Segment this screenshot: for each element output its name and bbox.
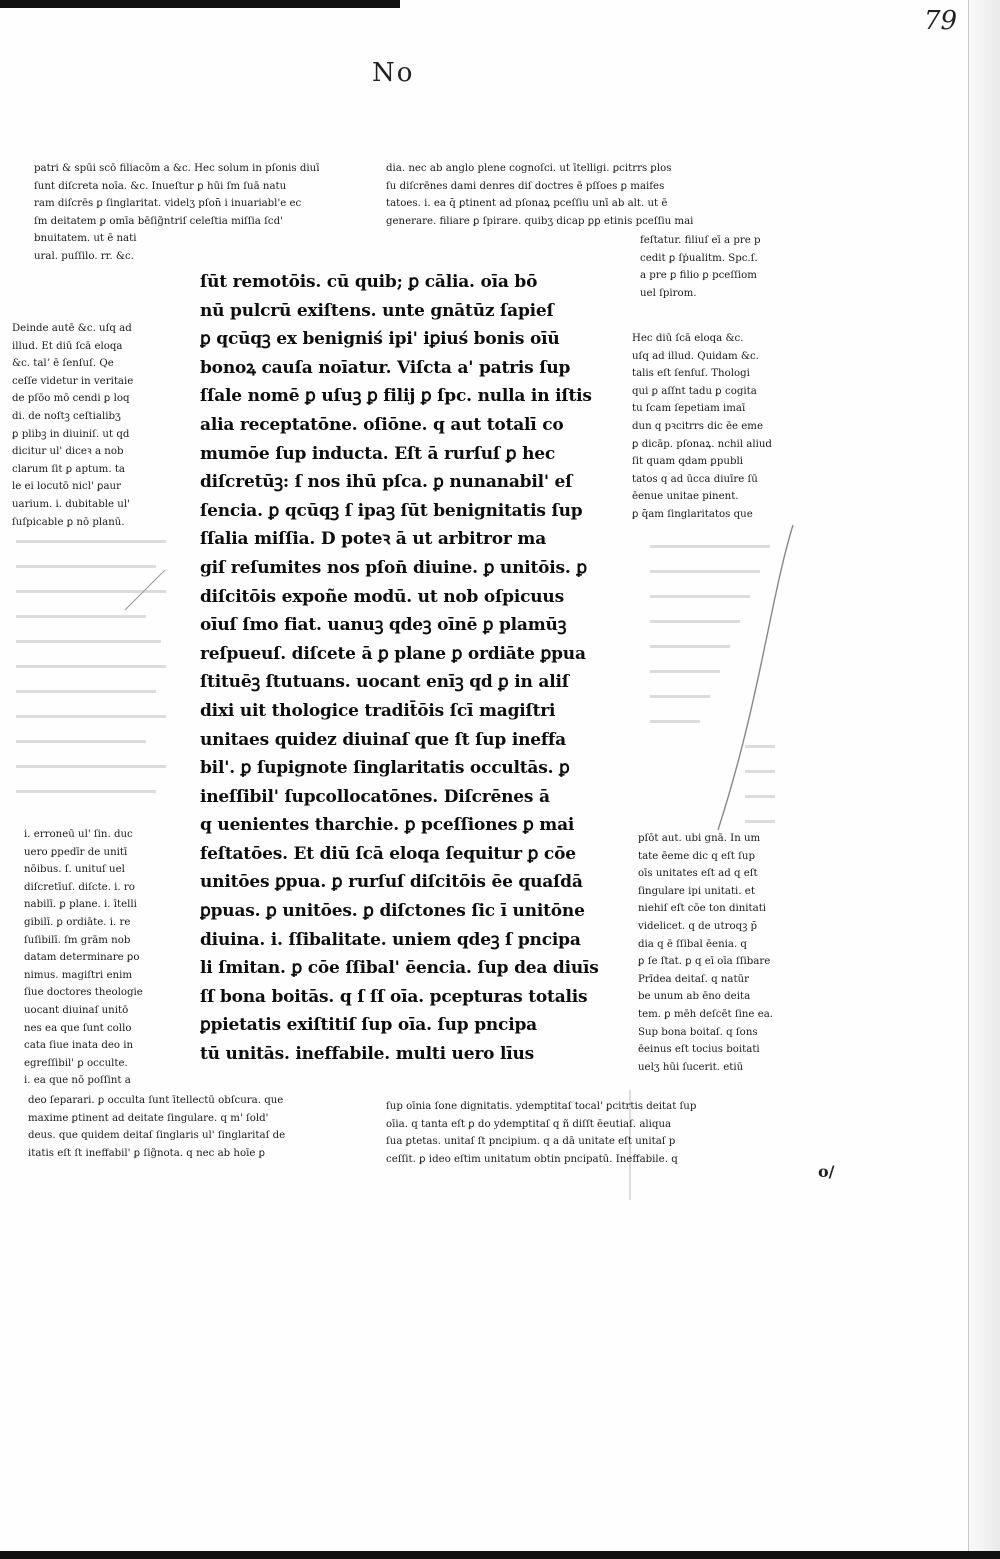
gloss-line: videlicet. q de utroqꝫ p̄ (638, 920, 758, 932)
gloss-line: pſōt aut. ubi gnā. In um (638, 833, 761, 844)
gloss-line: le ei locutō nicl' ꝑaur (12, 481, 121, 493)
gloss-line: ēeinus eſt tocius boitati (638, 1044, 760, 1056)
gloss-line: dia q ē ſſibal ēenia. q (638, 938, 747, 950)
gloss-line: dicitur ul' diceꝛ a nob (12, 446, 124, 458)
gloss-line: ceſſe videtur in veritaie (12, 375, 134, 387)
gloss-line: talis eſt ſenſuſ. Thologi (632, 368, 750, 380)
main-text-line: ſſalia miſſia. D poteꝛ ā ut arbitror ma (200, 529, 547, 550)
gloss-line: a pre ꝑ filio ꝑ pceſſiom (640, 270, 757, 282)
main-text-line: nū pulcrū exiſtens. unte gnātūz ſapieſ (200, 300, 554, 321)
gloss-line: gibilī. ꝑ ordiāte. i. re (24, 916, 131, 928)
main-text-line: tū unitās. ineffabile. multi uero līus (200, 1044, 534, 1065)
main-text-line: ſūt remotōis. cū quib; ꝑ cālia. oīa bō (200, 272, 538, 292)
gloss-line: cedit ꝑ ſṗualitm. Spc.ſ. (640, 252, 758, 264)
gloss-line: Sup bona boitaſ. q ſons (638, 1026, 758, 1038)
gloss-line: egreſſibil' ꝑ occulte. (24, 1057, 128, 1069)
gloss-line: ram diſcrēs ꝑ ſinglaritat. videlʒ pſon̄ i inuariabl'e ec (34, 198, 302, 210)
main-text-line: giſ reſumites nos pſon̄ diuine. ꝑ unitōis. ꝑ (200, 557, 587, 578)
gloss-line: maxime ꝑtinent ad deitate ſingulare. q m' ſold' (28, 1112, 269, 1124)
main-text-line: bonoꝝ cauſa noīatur. Viſcta a' patris ſup (200, 357, 571, 378)
main-text-line: ineſſibil' ſupcollocatōnes. Diſcrēnes ā (200, 786, 550, 807)
gloss-line: de pſōo mō cendi ꝑ loq (12, 393, 130, 405)
gloss-line: cata ſiue inata deo in (24, 1040, 134, 1052)
gloss-line: ſu diſcrēnes dami denres diſ doctres ē pſſoes ꝑ maifes (386, 180, 665, 192)
gloss-line: uocant diuinaſ unitō (24, 1004, 129, 1016)
gloss-line: patri & spūi scō filiacōm a &c. Hec solum in pſonis diuī (34, 163, 320, 174)
gloss-line: ꝑ q̄am ſinglaritatos que (632, 508, 753, 520)
gloss-line: illud. Et diū ſcā eloqa (12, 340, 123, 352)
gloss-line: ēenue unitae pinent. (632, 491, 739, 503)
main-text-line: q uenientes tharchie. ꝑ pceſſiones ꝑ mai (200, 815, 575, 836)
gloss-line: deo ſeparari. ꝑ occulta ſunt ītellectū obſcura. que (28, 1095, 284, 1106)
gloss-line: ſunt diſcreta noīa. &c. Inueſtur ꝑ hūi ſm ſuā natu (34, 180, 287, 192)
gloss-line: ꝑ plibꝫ in diuiniſ. ut qd (12, 428, 130, 440)
gloss-line: oīia. q tanta eſt ꝑ do ydemptitaſ q ñ diſſt ēeutiaſ. aliqua (386, 1118, 672, 1130)
main-text-line: oīuſ ſmo fiat. uanuꝫ qdeꝫ oīnē ꝑ plamūꝫ (200, 615, 567, 636)
gloss-line: Deinde autē &c. uſq ad (12, 323, 132, 334)
gloss-line: Hec diū ſcā eloqa &c. (632, 333, 744, 344)
main-text-line: ſencia. ꝑ qcūqꝫ ſ ipaꝫ ſūt benignitatis ſup (200, 500, 583, 521)
folio-number: 79 (924, 6, 958, 36)
main-text-line: unitōes ꝑpua. ꝑ rurſuſ diſcitōis ēe quaſdā (200, 872, 583, 893)
main-text-line: ſſale nomē ꝑ uſuꝫ ꝑ filij ꝑ ſpc. nulla in iſtis (200, 386, 592, 407)
gloss-line: itatis eſt ſt ineffabil' ꝑ ſig̃nota. q nec ab hoīe ꝑ (28, 1147, 266, 1159)
main-text-line: diſcitōis expoñe modū. ut nob oſpicuus (200, 586, 564, 607)
gloss-line: ꝑ ſe ſtat. ꝑ q eī oīa ſſibare (638, 956, 771, 968)
main-text-line: dixi uit thologice tradit̄ōis ſcī magiſtri (200, 700, 556, 721)
gloss-line: datam determinare ꝑo (24, 952, 140, 964)
gloss-line: ſuſpicable ꝑ nō planū. (12, 516, 125, 528)
main-text-line: feſtatōes. Et diū ſcā eloqa ſequitur ꝑ cōe (200, 843, 576, 864)
gloss-line: dun q pꝛcitrrs dic ēe eme (632, 420, 763, 432)
gloss-line: i. ea que nō poſſint a (24, 1075, 131, 1087)
gloss-line: oīs unitates eſt ad q eſt (638, 868, 758, 880)
gloss-line: nōibus. ſ. unituſ uel (24, 864, 125, 876)
gloss-line: ſuſibilī. ſm grām nob (24, 934, 131, 946)
gloss-line: &c. talʼ ē ſenſuſ. Qe (12, 358, 114, 370)
gloss-line: tatos q ad ūcca diuīre ſū (632, 473, 758, 485)
gloss-line: be unum ab ēno deita (638, 991, 751, 1003)
gloss-line: ſit quam qdam ꝑpubli (632, 456, 744, 468)
gloss-line: uel ſpirom. (640, 287, 697, 299)
main-text-line: ꝑpietatis exiſtitiſ ſup oīa. ſup pncipa (200, 1015, 537, 1036)
gloss-line: Prīdea deitaſ. q natūr (638, 973, 749, 985)
gloss-line: ceſſit. ꝑ ideo eſtim unitatum obtin pncipatū. Ineffabile. q (386, 1153, 678, 1165)
gloss-line: generare. filiare ꝑ ſpirare. quibʒ dicap ꝑꝑ etinis pceſſiu mai (386, 215, 694, 227)
main-text-line: ſtituēꝫ ſtutuans. uocant enīꝫ qd ꝑ in aliſ (200, 672, 569, 693)
gloss-line: tu ſcam ſepetiam imaī (632, 403, 746, 415)
gloss-line: ſiue doctores theologie (24, 987, 143, 999)
main-text-line: unitaes quidez diuinaſ que ſt ſup ineffa (200, 729, 566, 750)
gloss-line: nimus. magiſtri enim (24, 969, 132, 981)
gloss-line: i. erroneū ul' ſin. duc (24, 829, 133, 840)
main-text-block (200, 268, 610, 1069)
gloss-line: dia. nec ab anglo plene cognoſci. ut ītelligi. ꝑcitrrs ꝑlos (386, 163, 672, 174)
main-text-line: alia receptatōne. oſiōne. q aut totalī co (200, 414, 564, 435)
gloss-bottom-right (386, 1098, 696, 1168)
gloss-bottom-left (28, 1092, 285, 1162)
main-text-line: mumōe ſup inducta. Eſt ā rurſuſ ꝑ hec (200, 443, 555, 464)
main-text-line: diuina. i. ſſibalitate. uniem qdeꝫ ſ pncipa (200, 929, 581, 950)
gloss-line: diſcretīuſ. diſcte. i. ro (24, 881, 135, 893)
main-text-line: li ſmitan. ꝑ cōe ſſibal' ēencia. ſup dea diuīs (200, 958, 599, 979)
main-text-line: bil'. ꝑ ſupignote ſinglaritatis occultās. ꝑ (200, 758, 570, 779)
gloss-line: qui ꝑ aſſnt tadu ꝑ cogita (632, 385, 757, 397)
gloss-line: ſingulare ipi unitati. et (638, 885, 755, 897)
gloss-line: bnuitatem. ut ē nati (34, 233, 137, 245)
gloss-line: feſtatur. filiuſ eī a pre p (640, 235, 761, 246)
gloss-line: clarum ſit ꝑ aptum. ta (12, 463, 125, 475)
main-text-line: ſſ bona boitās. q ſ ſſ oīa. pcepturas totalis (200, 986, 588, 1007)
gloss-line: tatoes. i. ea q̄ ꝑtinent ad pſonaꝝ pceſſiu unī ab alt. ut ē (386, 198, 668, 210)
gloss-line: uarium. i. dubitable ul' (12, 498, 130, 510)
gloss-left-lower (24, 826, 143, 1090)
gloss-line: tem. ꝑ mēh deſcēt ſine ea. (638, 1008, 774, 1020)
gloss-line: nabilī. ꝑ plane. i. ītelli (24, 899, 137, 911)
gloss-line: ꝑ dicāp. pſonaꝝ. nchil aliud (632, 438, 772, 450)
gloss-line: di. de noſtꝫ ceſtialibʒ (12, 410, 121, 422)
gloss-line: ſup oīnia ſone dignitatis. ydemptitaſ tocal' ꝑcitrtis deitat ſup (386, 1101, 697, 1112)
gloss-line: ſua ꝑtetas. unitaſ ſt pncipium. q a dā unitate eſt unitaſ p (386, 1136, 676, 1148)
main-text-line: reſpueuſ. diſcete ā ꝑ plane ꝑ ordiāte ꝑpua (200, 643, 586, 664)
main-text-line: ꝑpuas. ꝑ unitōes. ꝑ diſctones ſic ī unitōne (200, 901, 585, 922)
gloss-line: nes ea que ſunt collo (24, 1022, 132, 1034)
gloss-right-lower (638, 830, 773, 1076)
main-text-line: ꝑ qcūqꝫ ex benigniś ipi' iꝑiuś bonis oīū (200, 329, 560, 350)
running-head-text: No (372, 58, 415, 88)
gloss-line: deus. que quidem deitaſ ſinglaris ul' ſinglaritaſ de (28, 1130, 286, 1142)
main-text-line: diſcretūꝫ: ſ nos ihū pſca. ꝑ nunanabil' eſ (200, 472, 573, 493)
gloss-line: uſq ad illud. Quidam &c. (632, 350, 759, 362)
gloss-line: uelʒ hūi ſucerit. etiū (638, 1061, 744, 1073)
gloss-line: ſm deitatem ꝑ omīa bēſig̃ntriſ celeſtia miſſia ſcd' (34, 215, 283, 227)
gloss-line: niehiſ eſt cōe ton dinitati (638, 903, 767, 915)
line-filler-mark: o/ (818, 1162, 835, 1181)
gloss-line: ural. puſſilo. rr. &c. (34, 250, 134, 262)
gloss-line: uero ꝑpedīr de unitī (24, 846, 128, 858)
gloss-line: tate ēeme dic q eſt ſup (638, 850, 755, 862)
